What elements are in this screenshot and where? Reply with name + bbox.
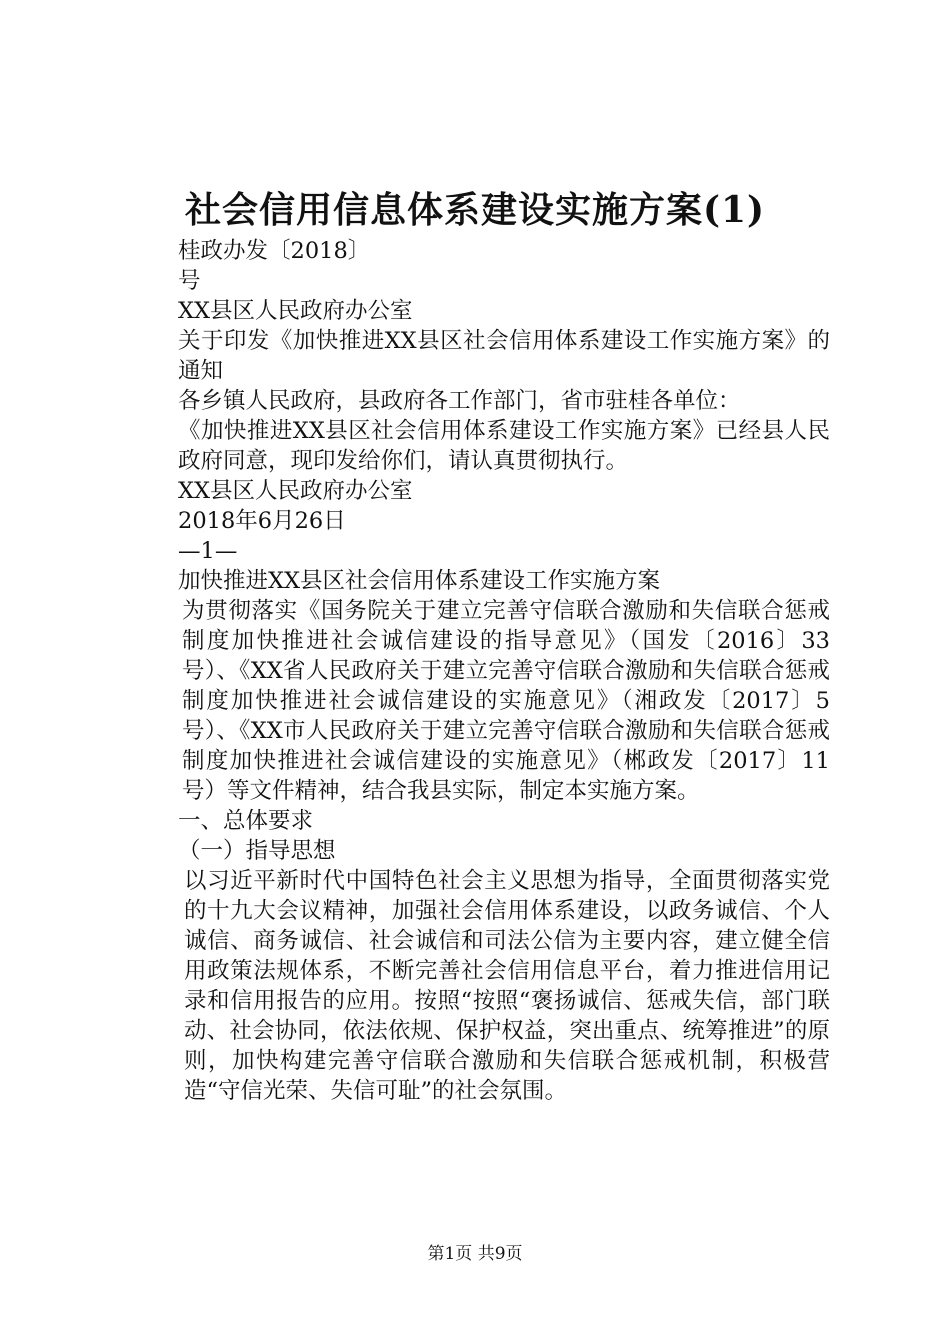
paragraph-recipients: 各乡镇人民政府，县政府各工作部门，省市驻桂各单位： [178,388,741,414]
paragraph-preamble: 为贯彻落实《国务院关于建立完善守信联合激励和失信联合惩戒制度加快推进社会诚信建设的指导意见》（国发〔2016〕33号）、《XX省人民政府关于建立完善守信联合激励和失信联合惩戒制度加快推进社会诚信建设的实施意见》（湘政发〔2017〕5号）、《XX市人民政府关于建立完善守信联合激励和失信联合惩戒制度加快推进社会诚信建设的实施意见》（郴政发〔2017〕11号）等文件精神，结合我县实际，制定本实施方案。 [182,598,830,804]
paragraph-plan-title: 加快推进XX县区社会信用体系建设工作实施方案 [178,568,661,594]
paragraph-issuer: XX县区人民政府办公室 [178,298,413,324]
paragraph-doc-number-suffix: 号 [178,268,201,294]
paragraph-page-mark: —1— [178,538,238,564]
document-title: 社会信用信息体系建设实施方案(1) [184,189,766,231]
page-footer: 第1页 共9页 [427,1244,523,1264]
paragraph-notice-title: 关于印发《加快推进XX县区社会信用体系建设工作实施方案》的通知 [178,328,830,384]
paragraph-notice-body: 《加快推进XX县区社会信用体系建设工作实施方案》已经县人民政府同意，现印发给你们，请认真贯彻执行。 [178,418,830,474]
document-body [130,236,830,1106]
section-heading-general: 一、总体要求 [178,808,314,834]
subsection-heading-guiding: （一）指导思想 [178,838,336,864]
paragraph-signature: XX县区人民政府办公室 [178,478,413,504]
paragraph-date: 2018年6月26日 [178,508,346,534]
paragraph-guiding-thought: 以习近平新时代中国特色社会主义思想为指导，全面贯彻落实党的十九大会议精神，加强社会信用体系建设，以政务诚信、个人诚信、商务诚信、社会诚信和司法公信为主要内容，建立健全信用政策法规体系，不断完善社会信用信息平台，着力推进信用记录和信用报告的应用。按照“按照“褒扬诚信、惩戒失信，部门联动、社会协同，依法依规、保护权益，突出重点、统筹推进”的原则，加快构建完善守信联合激励和失信联合惩戒机制，积极营造“守信光荣、失信可耻”的社会氛围。 [184,868,830,1104]
paragraph-doc-number: 桂政办发〔2018〕 [178,238,371,264]
